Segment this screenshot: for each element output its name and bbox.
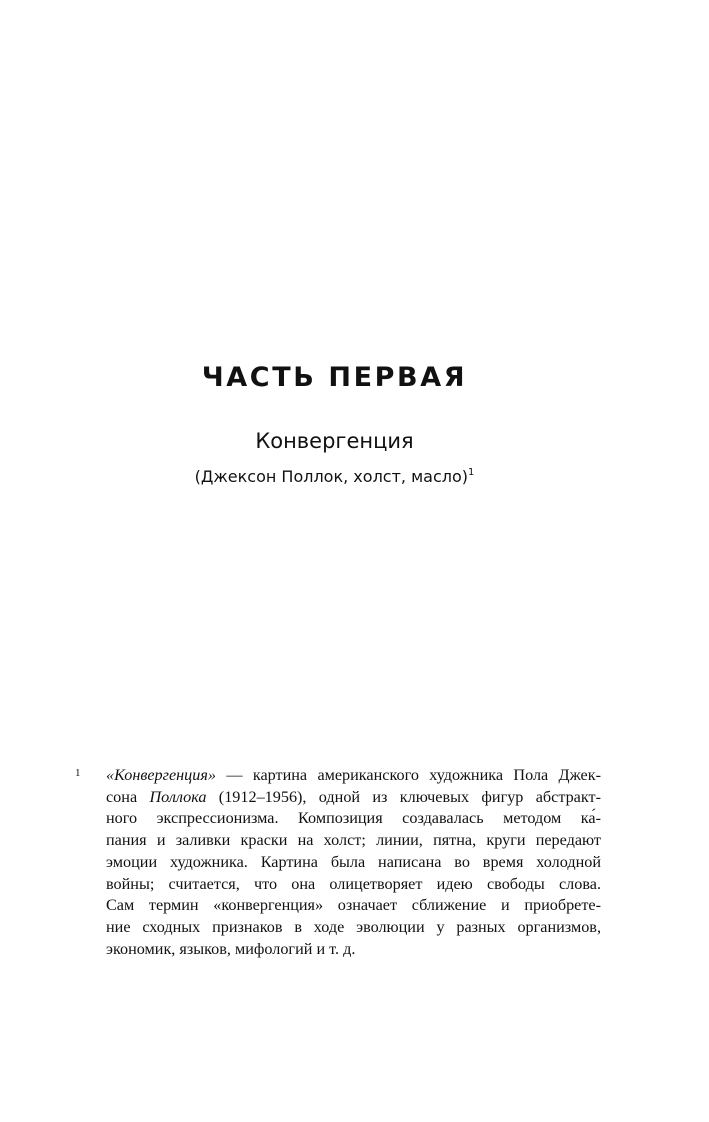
- footnote-line: ного экспрессионизма. Композиция создавалась методом ка́-: [106, 809, 601, 828]
- footnote-line: войны; считается, что она олицетворяет идею свободы слова.: [106, 874, 601, 893]
- chapter-subtitle-text: (Джексон Поллок, холст, масло): [194, 467, 469, 486]
- part-title: ЧАСТЬ ПЕРВАЯ: [201, 362, 468, 393]
- footnote-reference[interactable]: 1: [468, 467, 475, 478]
- footnote-line: экономик, языков, мифологий и т. д.: [106, 939, 356, 958]
- chapter-subtitle: [0, 467, 669, 486]
- footnote-line: Сам термин «конвергенция» означает сближение и приобрете-: [106, 896, 601, 915]
- artist-name: Поллока: [149, 787, 207, 806]
- footnote-line: «Конвергенция» — картина американского художника Пола Джек-: [106, 766, 601, 784]
- footnote-line: пания и заливки краски на холст; линии, пятна, круги передают: [106, 831, 601, 850]
- chapter-title: Конвергенция: [255, 429, 414, 453]
- footnote-line: эмоции художника. Картина была написана во время холодной: [106, 852, 601, 871]
- footnote-line: ние сходных признаков в ходе эволюции у разных организмов,: [106, 917, 601, 936]
- footnote-line: сона Поллока (1912–1956), одной из ключевых фигур абстракт-: [106, 787, 601, 806]
- artwork-title: «Конвергенция»: [106, 766, 216, 784]
- footnote-marker: 1: [75, 767, 81, 779]
- footnote-text: [106, 765, 601, 960]
